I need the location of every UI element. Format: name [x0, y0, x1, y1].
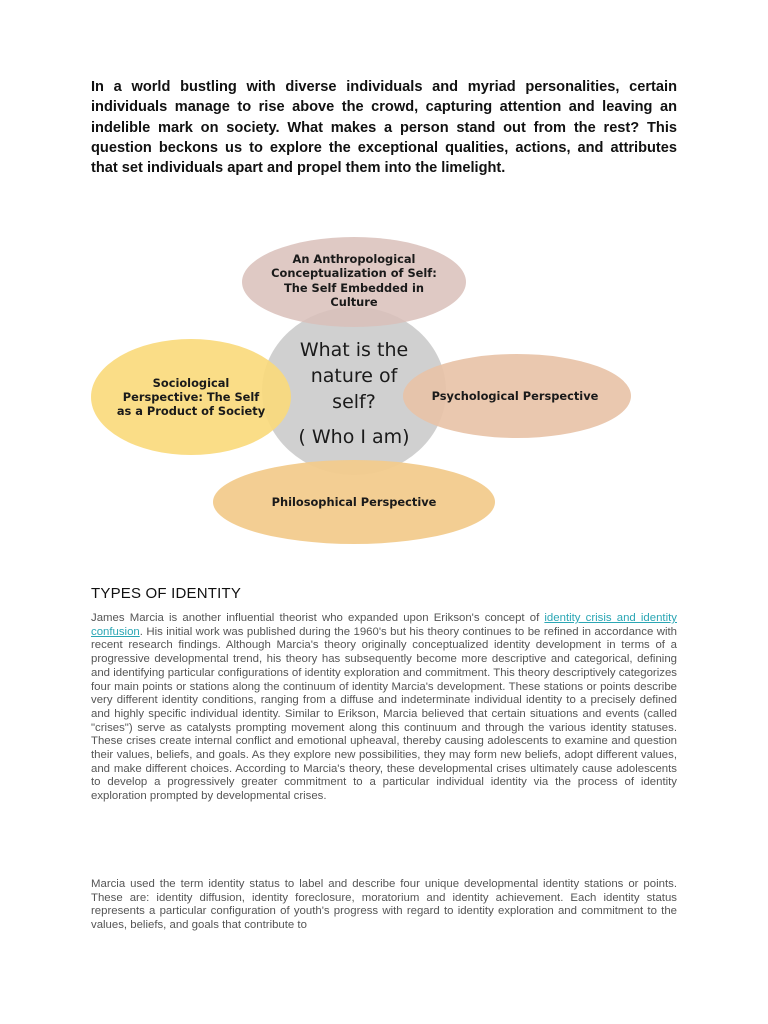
- section-heading: TYPES OF IDENTITY: [91, 585, 242, 602]
- center-line: nature of: [310, 365, 398, 387]
- center-line: ( Who I am): [298, 426, 410, 448]
- top-petal-line: Culture: [330, 295, 378, 309]
- identity-crisis-link[interactable]: identity crisis and identity confusion: [91, 612, 677, 638]
- marcia-paragraph: [91, 612, 677, 804]
- left-petal-line: as a Product of Society: [116, 404, 266, 418]
- top-petal-line: The Self Embedded in: [283, 281, 425, 295]
- left-petal-line: Sociological: [152, 376, 230, 390]
- paragraph-text: . His initial work was published during the 1960's but his theory continues to be refined in accordance with recent research findings. Although Marcia's theory originally conceptualized identity development in terms of a progressive developmental trend, his theory has subsequently become more descriptive and categorical, defining and identifying particular configurations of identity exploration and commitment. This theory descriptively categorizes four main points or stations along the continuum of identity Marcia's development. These stations or points describe very different identity conditions, ranging from a diffuse and indeterminate individual identity to a precisely defined and highly specific individual identity. Similar to Erikson, Marcia believed that certain situations and events (called "crises") serve as catalysts prompting movement along this continuum and through the various identity statuses. These crises create internal conflict and emotional upheaval, thereby causing adolescents to examine and question their values, beliefs, and goals. As they explore new possibilities, they may form new beliefs, adopt different values, and make different choices. According to Marcia's theory, these developmental crises ultimately cause adolescents to develop a progressively greater commitment to a particular individual identity via the process of identity exploration prompted by developmental crises.: [91, 625, 677, 803]
- identity-status-paragraph: Marcia used the term identity status to label and describe four unique developmental identity stations or points. These are: identity diffusion, identity foreclosure, moratorium and identity achievement. Each identity status represents a particular configuration of youth's progress with regard to identity exploration and commitment to the values, beliefs, and goals that contribute to: [91, 878, 677, 932]
- center-line: What is the: [299, 339, 409, 361]
- center-line: self?: [332, 391, 376, 413]
- right-petal-label: Psychological Perspective: [431, 389, 599, 403]
- top-petal-line: An Anthropological: [292, 252, 416, 266]
- paragraph-text: James Marcia is another influential theorist who expanded upon Erikson's concept of: [91, 612, 545, 624]
- intro-paragraph: In a world bustling with diverse individuals and myriad personalities, certain individuals manage to rise above the crowd, capturing attention and leaving an indelible mark on society. What makes a person stand out from the rest? This question beckons us to explore the exceptional qualities, actions, and attributes that set individuals apart and propel them into the limelight.: [91, 79, 677, 177]
- left-petal-line: Perspective: The Self: [122, 390, 260, 404]
- bottom-petal-label: Philosophical Perspective: [271, 495, 437, 509]
- top-petal-line: Conceptualization of Self:: [271, 266, 437, 280]
